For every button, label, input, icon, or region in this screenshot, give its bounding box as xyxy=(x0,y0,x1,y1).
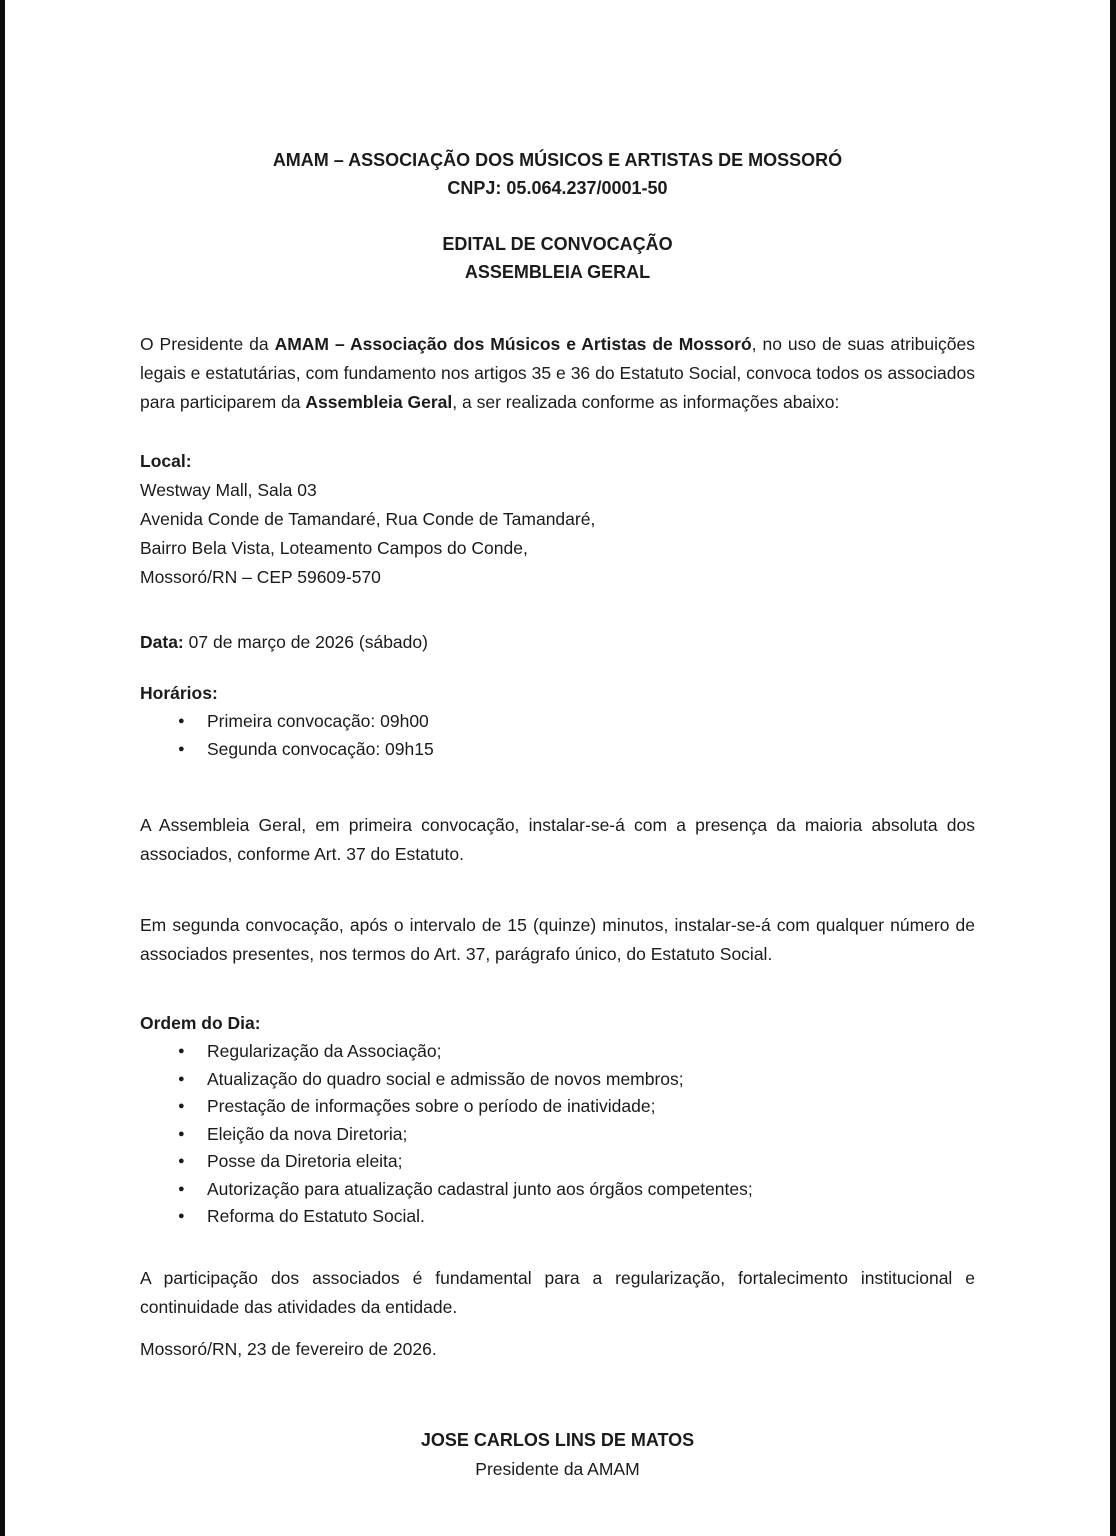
local-section xyxy=(140,447,975,592)
list-item xyxy=(178,1203,975,1231)
dateline: Mossoró/RN, 23 de fevereiro de 2026. xyxy=(140,1338,437,1359)
list-item xyxy=(178,1093,975,1121)
paragraph-primeira-convocacao: A Assembleia Geral, em primeira convocação, instalar-se-á com a presença da maioria absoluta dos associados, conforme Art. 37 do Estatuto. xyxy=(140,815,975,864)
bullet-icon: ● xyxy=(178,1127,185,1140)
bullet-icon: ● xyxy=(178,1155,185,1167)
bullet-icon: ● xyxy=(178,715,185,727)
list-item-text: Prestação de informações sobre o período de inatividade; xyxy=(207,1096,656,1116)
bullet-icon: ● xyxy=(178,1182,185,1195)
signature-name: JOSE CARLOS LINS DE MATOS xyxy=(420,1429,695,1450)
list-item-text: Regularização da Associação; xyxy=(207,1041,442,1061)
intro-assembleia-bold: Assembleia Geral xyxy=(305,392,453,412)
ordem-do-dia-label: Ordem do Dia: xyxy=(140,1013,261,1033)
doc-title-line1: EDITAL DE CONVOCAÇÃO xyxy=(442,234,673,254)
horarios-list xyxy=(140,708,975,763)
intro-mid: , no uso de suas atribuições legais e estatutárias, com fundamento nos artigos 35 e 36 do Estatuto Social, convoca todos os associados para participarem da xyxy=(140,334,975,412)
local-label: Local: xyxy=(140,451,192,471)
list-item xyxy=(178,1148,975,1176)
signature-block xyxy=(140,1426,975,1484)
local-line: Bairro Bela Vista, Loteamento Campos do Conde, xyxy=(140,538,528,558)
document-header xyxy=(140,146,975,286)
list-item xyxy=(178,708,975,736)
list-item-text: Reforma do Estatuto Social. xyxy=(207,1206,425,1226)
horarios-label: Horários: xyxy=(140,683,218,703)
closing-paragraph: A participação dos associados é fundamental para a regularização, fortalecimento institucional e continuidade das atividades da entidade. xyxy=(140,1267,975,1317)
list-item-text: Eleição da nova Diretoria; xyxy=(207,1123,408,1144)
list-item-text: Posse da Diretoria eleita; xyxy=(207,1151,403,1171)
date-value: 07 de março de 2026 (sábado) xyxy=(183,632,428,652)
intro-post: , a ser realizada conforme as informações abaixo: xyxy=(452,392,840,412)
list-item-text: Primeira convocação: 09h00 xyxy=(207,711,429,731)
date-label: Data: xyxy=(140,632,184,652)
title-block xyxy=(140,230,975,286)
horarios-section xyxy=(140,679,975,763)
paragraph-segunda-convocacao: Em segunda convocação, após o intervalo de 15 (quinze) minutos, instalar-se-á com qualquer número de associados presentes, nos termos do Art. 37, parágrafo único, do Estatuto Social. xyxy=(140,915,975,964)
ordem-do-dia-list xyxy=(140,1038,975,1231)
intro-pre: O Presidente da xyxy=(140,334,275,354)
bullet-icon: ● xyxy=(178,1100,185,1112)
list-item xyxy=(178,1038,975,1066)
date-section xyxy=(140,628,975,657)
org-name: AMAM – ASSOCIAÇÃO DOS MÚSICOS E ARTISTAS DE MOSSORÓ xyxy=(272,150,843,170)
bullet-icon: ● xyxy=(178,1210,185,1222)
list-item xyxy=(178,1121,975,1149)
local-line: Mossoró/RN – CEP 59609-570 xyxy=(140,567,381,587)
intro-org-bold: AMAM – Associação dos Músicos e Artistas de Mossoró xyxy=(274,334,752,354)
bullet-icon: ● xyxy=(178,1072,185,1085)
local-line: Avenida Conde de Tamandaré, Rua Conde de Tamandaré, xyxy=(140,509,596,529)
bullet-icon: ● xyxy=(178,1045,185,1057)
list-item xyxy=(178,1176,975,1204)
doc-title-line2: ASSEMBLEIA GERAL xyxy=(464,262,651,282)
list-item xyxy=(178,1066,975,1094)
intro-paragraph xyxy=(140,330,975,417)
list-item-text: Segunda convocação: 09h15 xyxy=(207,738,434,759)
list-item xyxy=(178,736,975,764)
list-item-text: Atualização do quadro social e admissão de novos membros; xyxy=(207,1068,684,1089)
org-cnpj: CNPJ: 05.064.237/0001-50 xyxy=(447,178,668,198)
signature-title: Presidente da AMAM xyxy=(475,1458,640,1479)
bullet-icon: ● xyxy=(178,742,185,755)
local-line: Westway Mall, Sala 03 xyxy=(140,480,317,500)
org-block xyxy=(140,146,975,202)
list-item-text: Autorização para atualização cadastral junto aos órgãos competentes; xyxy=(207,1178,753,1199)
